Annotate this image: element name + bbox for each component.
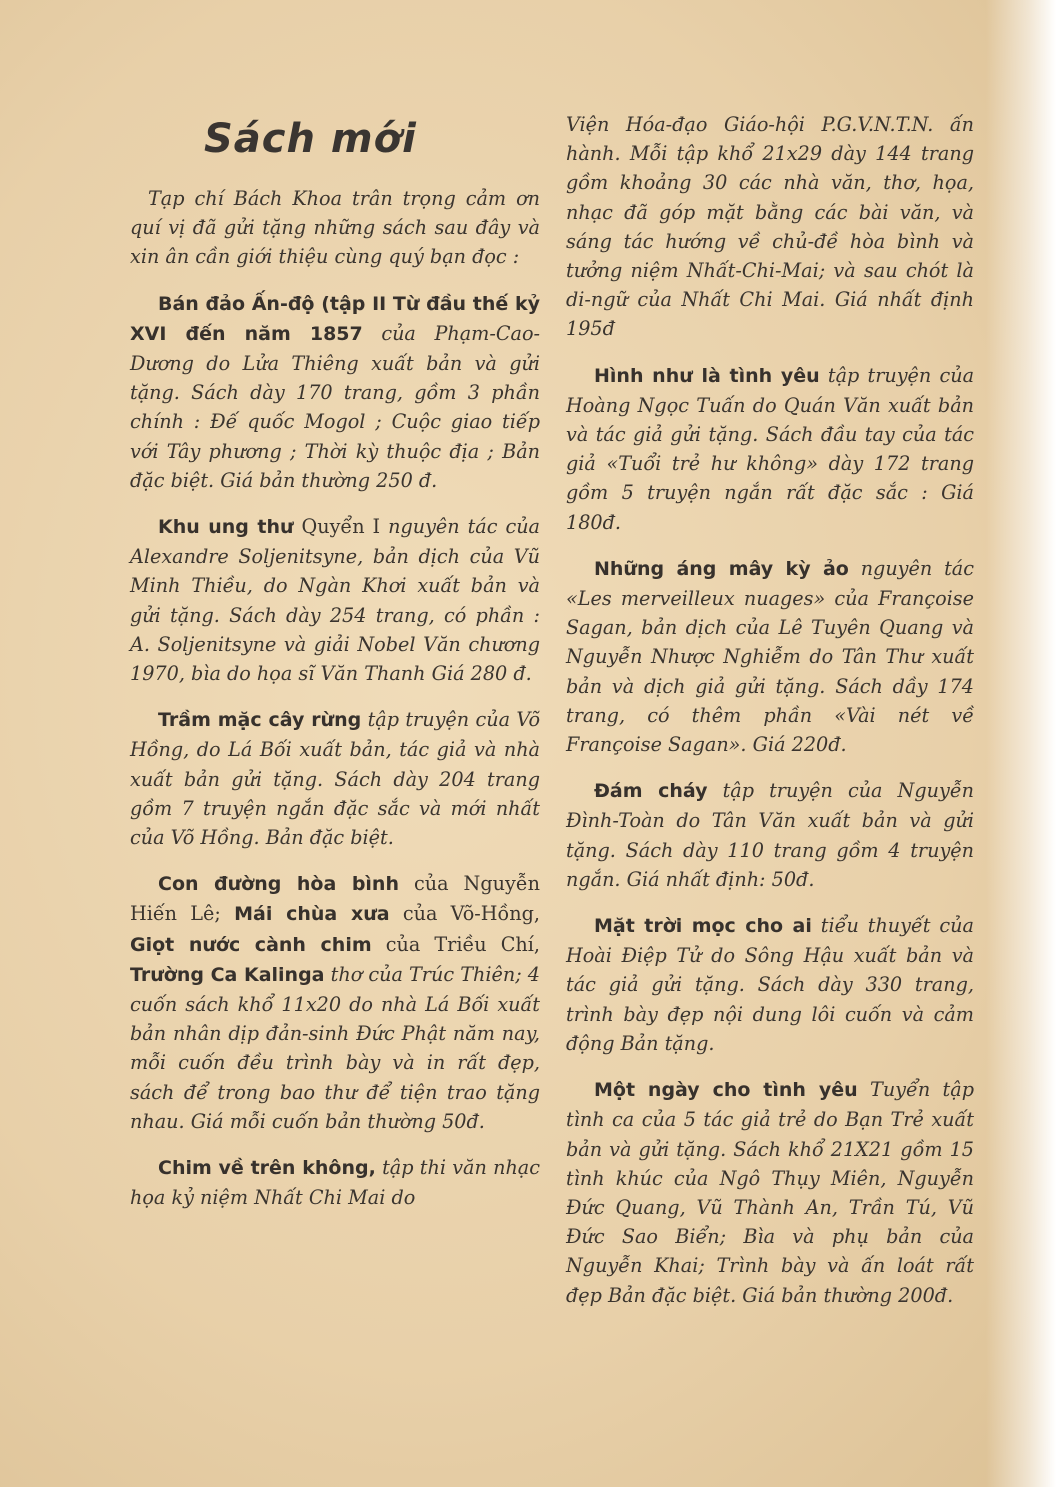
intro-paragraph xyxy=(130,184,540,272)
book-title: Trường Ca Kalinga xyxy=(130,963,325,986)
book-title: Khu ung thư xyxy=(158,516,294,539)
book-description: tập thi văn nhạc họa kỷ niệm Nhất Chi Mai do xyxy=(130,1156,540,1210)
page-title: Sách mới xyxy=(204,116,417,162)
book-entry xyxy=(566,911,974,1058)
book-title: Những áng mây kỳ ảo xyxy=(594,557,849,580)
book-entry xyxy=(566,776,974,894)
book-title: Mái chùa xưa xyxy=(234,903,390,926)
book-entry xyxy=(566,554,974,759)
book-title: Một ngày cho tình yêu xyxy=(594,1079,858,1102)
book-entry xyxy=(130,289,540,495)
book-description: Tuyển tập tình ca của 5 tác giả trẻ do Bạn Trẻ xuất bản và gửi tặng. Sách khổ 21X21 gồm 15 tình khúc của Ngô Thụy Miên, Nguyễn Đức Quang, Vũ Thành An, Trần Tú, Vũ Đức Sao Biển; Bìa và phụ bản của Nguyễn Khai; Trình bày và ấn loát rất đẹp Bản đặc biệt. Giá bản thường 200đ. xyxy=(566,1078,974,1307)
intro-text: Tạp chí Bách Khoa trân trọng cảm ơn quí vị đã gửi tặng những sách sau đây và xin ân cần giới thiệu cùng quý bạn đọc : xyxy=(130,187,540,269)
book-title: Bán đảo Ấn-độ (tập II Từ đầu thế kỷ XVI đến năm 1857 xyxy=(130,292,540,345)
book-description: của Phạm-Cao-Dương do Lửa Thiêng xuất bản và gửi tặng. Sách dày 170 trang, gồm 3 phần chính : Đế quốc Mogol ; Cuộc giao tiếp với Tây phương ; Thời kỳ thuộc địa ; Bản đặc biệt. Giá bản thường 250 đ. xyxy=(130,321,540,492)
book-title: Chim về trên không, xyxy=(158,1157,376,1180)
book-entry xyxy=(130,1153,540,1212)
book-title: Giọt nước cành chim xyxy=(130,933,372,956)
book-description: nguyên tác của Alexandre Soljenitsyne, bản dịch của Vũ Minh Thiều, do Ngàn Khơi xuất bản và gửi tặng. Sách dày 254 trang, có phần : A. Soljenitsyne và giải Nobel Văn chương 1970, bìa do họa sĩ Văn Thanh Giá 280 đ. xyxy=(130,515,540,686)
book-author: của Nguyễn Hiến Lê; xyxy=(130,872,540,926)
book-author: của Triều Chí, xyxy=(385,932,540,956)
book-title: Trầm mặc cây rừng xyxy=(158,709,362,732)
left-column xyxy=(130,184,540,1230)
book-title: Mặt trời mọc cho ai xyxy=(594,915,812,938)
book-author: thơ của Trúc Thiên; xyxy=(330,962,522,986)
book-entry xyxy=(130,512,540,688)
book-author: của Võ-Hồng, xyxy=(402,902,540,926)
book-entry xyxy=(130,705,540,852)
book-title: Hình như là tình yêu xyxy=(594,364,820,387)
book-description: nguyên tác «Les merveilleux nuages» của Françoise Sagan, bản dịch của Lê Tuyên Quang và Nguyễn Nhược Nghiễm do Tân Thư xuất bản và dịch giả gửi tặng. Sách dầy 174 trang, có thêm phần «Vài nét về Françoise Sagan». Giá 220đ. xyxy=(566,556,974,757)
book-description: tập truyện của Nguyễn Đình-Toàn do Tân Văn xuất bản và gửi tặng. Sách dày 110 trang gồm 4 truyện ngắn. Giá nhất định: 50đ. xyxy=(566,779,974,891)
book-entry xyxy=(566,1075,974,1310)
book-entry xyxy=(130,869,540,1136)
book-description: tiểu thuyết của Hoài Điệp Tử do Sông Hậu xuất bản và tác giả gửi tặng. Sách dày 330 trang, trình bày đẹp nội dung lôi cuốn và cảm động Bản tặng. xyxy=(566,914,974,1055)
book-description: tập truyện của Hoàng Ngọc Tuấn do Quán Văn xuất bản và tác giả gửi tặng. Sách đầu tay của tác giả «Tuổi trẻ hư không» dày 172 trang gồm 5 truyện ngắn rất đặc sắc : Giá 180đ. xyxy=(566,363,975,534)
book-description: tập truyện của Võ Hồng, do Lá Bối xuất bản, tác giả và nhà xuất bản gửi tặng. Sách dày 204 trang gồm 7 truyện ngắn đặc sắc và mới nhất của Võ Hồng. Bản đặc biệt. xyxy=(130,708,540,850)
book-entry xyxy=(566,361,974,537)
book-description: Viện Hóa-đạo Giáo-hội P.G.V.N.T.N. ấn hành. Mỗi tập khổ 21x29 dày 144 trang gồm khoảng 30 các nhà văn, thơ, họa, nhạc đã góp mặt bằng các bài văn, và sáng tác hướng về chủ-đề hòa bình và tưởng niệm Nhất-Chi-Mai; và sau chót là di-ngữ của Nhất Chi Mai. Giá nhất định 195đ xyxy=(566,113,974,341)
torn-paper-edge xyxy=(986,0,1056,1487)
book-volume: Quyển I xyxy=(301,515,381,539)
book-title: Con đường hòa bình xyxy=(158,873,399,896)
book-title: Đám cháy xyxy=(594,780,708,803)
book-description: 4 cuốn sách khổ 11x20 do nhà Lá Bối xuất bản nhân dịp đản-sinh Đức Phật năm nay, mỗi cuốn đều trình bày và in rất đẹp, sách để trong bao thư để tiện trao tặng nhau. Giá mỗi cuốn bản thường 50đ. xyxy=(130,962,541,1133)
right-column xyxy=(566,110,974,1327)
book-entry-continued xyxy=(566,110,974,344)
